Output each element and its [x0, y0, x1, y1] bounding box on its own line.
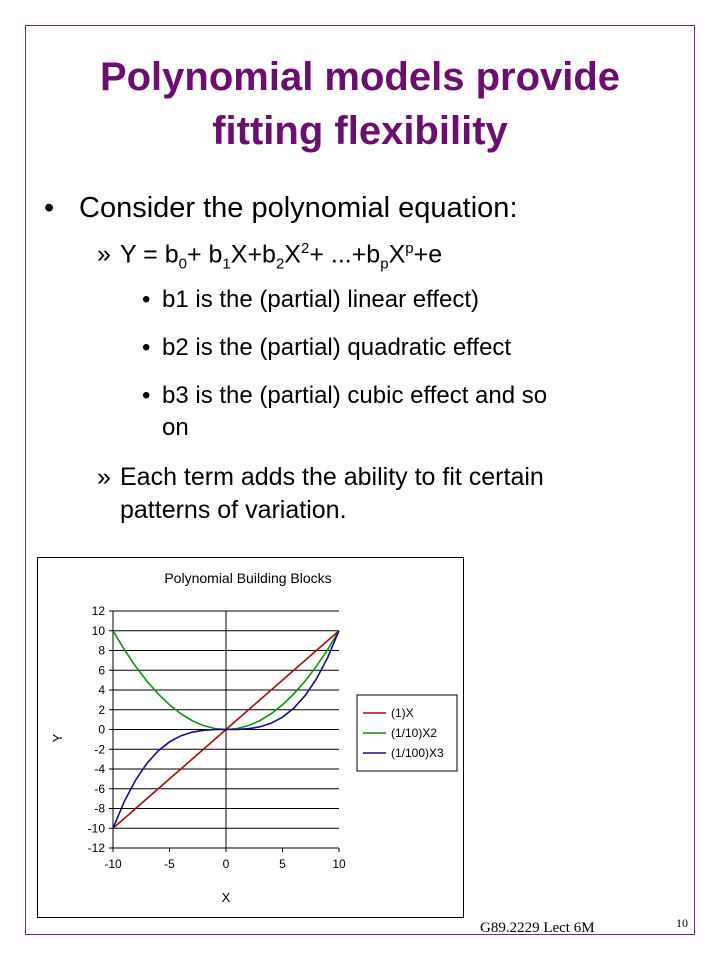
sub-bullet-icon: •	[142, 286, 151, 313]
equation: $Y = b_0+ b_1X+b_2X^2+ ...+b_pX^p+e$	[120, 240, 443, 273]
arrow-icon: »	[97, 463, 111, 491]
x-tick-label: -5	[164, 857, 175, 871]
sub-bullet-quadratic: b2 is the (partial) quadratic effect	[162, 334, 512, 361]
legend-label: (1/100)X3	[391, 746, 444, 760]
chart-container	[37, 557, 464, 918]
x-axis-label: X	[221, 890, 231, 905]
sub-bullet-linear: b1 is the (partial) linear effect)	[162, 286, 480, 313]
point-each-term: Each term adds the ability to fit certain	[120, 463, 544, 491]
arrow-icon: »	[97, 240, 111, 268]
y-tick-labels	[88, 604, 113, 855]
bullet-consider: Consider the polynomial equation:	[79, 192, 518, 224]
sub-bullet-icon: •	[142, 382, 151, 409]
point-each-term-cont: patterns of variation.	[120, 496, 347, 524]
slide-title	[0, 50, 720, 158]
y-tick-label: 8	[98, 643, 105, 658]
polynomial-chart	[38, 558, 465, 919]
y-axis-label: Y	[50, 733, 65, 743]
page-number: 10	[676, 916, 688, 930]
y-tick-label: 0	[98, 722, 105, 737]
x-tick-label: 0	[222, 857, 230, 871]
y-tick-label: 2	[98, 702, 105, 717]
footer-lecture: G89.2229 Lect 6M	[480, 920, 595, 936]
y-tick-label: -6	[94, 781, 105, 796]
legend-label: (1/10)X2	[391, 726, 438, 740]
y-tick-label: -4	[94, 762, 105, 776]
bullet-icon: •	[44, 192, 55, 224]
sub-bullet-cubic-cont: on	[162, 414, 189, 441]
y-tick-label: 4	[98, 683, 105, 697]
y-tick-label: 12	[91, 604, 105, 618]
sub-bullet-cubic: b3 is the (partial) cubic effect and so	[162, 382, 548, 409]
y-tick-label: -8	[94, 801, 105, 816]
x-tick-labels	[104, 848, 346, 871]
title-line-2: fitting flexibility	[212, 109, 508, 153]
chart-title: Polynomial Building Blocks	[164, 570, 332, 586]
title-line-1: Polynomial models provide	[99, 55, 621, 99]
x-tick-label: -10	[104, 857, 122, 871]
legend-label: (1)X	[391, 706, 414, 720]
x-tick-label: 5	[279, 857, 286, 871]
x-tick-label: 10	[332, 857, 346, 871]
y-tick-label: -2	[94, 742, 105, 757]
sub-bullet-icon: •	[142, 334, 151, 361]
y-tick-label: 6	[98, 663, 105, 678]
y-tick-label: -12	[87, 841, 105, 855]
y-tick-label: 10	[91, 623, 105, 638]
y-tick-label: -10	[87, 821, 105, 836]
